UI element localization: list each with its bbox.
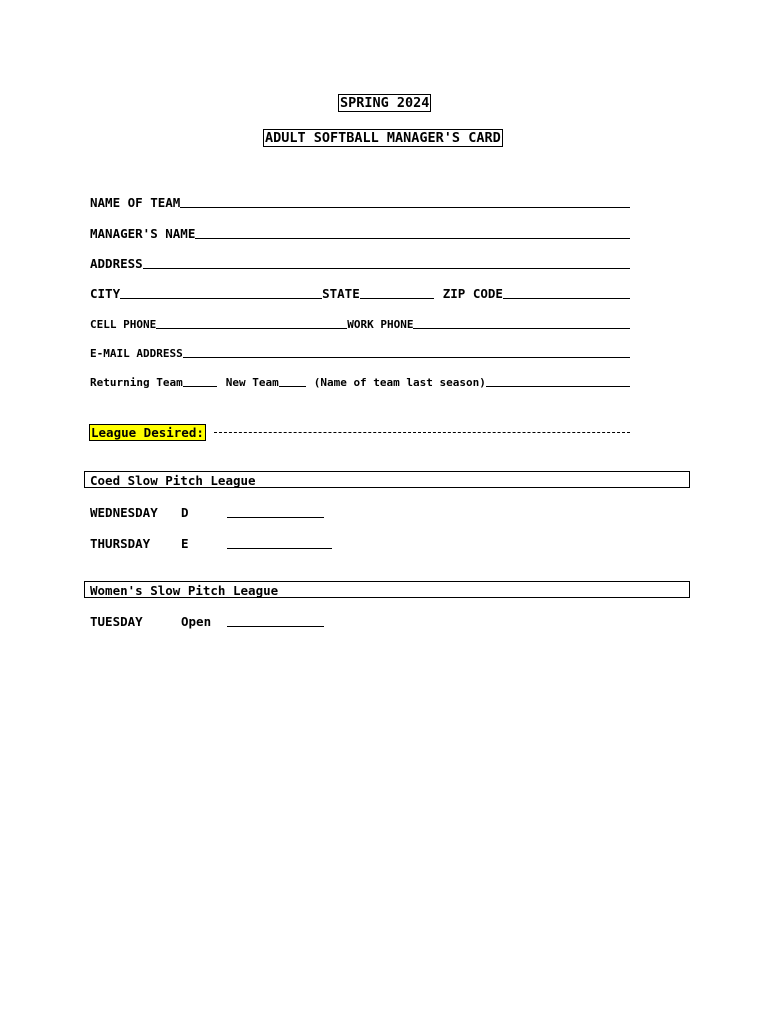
manager-name-row [90,225,630,241]
work-phone-label: WORK PHONE [347,318,414,331]
returning-team-label: Returning Team [90,376,183,389]
address-row [90,255,630,271]
league-desired-label: League Desired: [91,425,204,440]
card-title: ADULT SOFTBALL MANAGER'S CARD [265,130,501,146]
team-name-row [90,194,630,210]
manager-name-field[interactable] [195,238,630,239]
team-name-field[interactable] [180,207,630,208]
team-status-row [90,373,630,389]
city-field[interactable] [120,298,322,299]
womens-division-open: Open [181,614,212,629]
email-label: E-MAIL ADDRESS [90,347,183,360]
state-label: STATE [322,286,360,301]
womens-day-tuesday: TUESDAY [90,614,143,629]
new-team-label: New Team [225,376,279,389]
work-phone-field[interactable] [413,328,630,329]
address-field[interactable] [143,268,630,269]
coed-thursday-entry[interactable] [227,548,332,549]
league-desired-field[interactable] [214,432,630,433]
manager-name-label: MANAGER'S NAME [90,226,196,241]
address-label: ADDRESS [90,256,143,271]
city-state-zip-row [90,285,630,301]
city-label: CITY [90,286,121,301]
coed-division-d: D [181,505,189,520]
email-field[interactable] [183,357,630,358]
season-title: SPRING 2024 [340,95,430,111]
state-field[interactable] [360,298,434,299]
coed-day-wednesday: WEDNESDAY [90,505,158,520]
coed-league-header: Coed Slow Pitch League [84,471,690,488]
zip-label: ZIP CODE [442,286,503,301]
team-name-label: NAME OF TEAM [90,195,181,210]
last-season-label: (Name of team last season) [313,376,486,389]
coed-day-thursday: THURSDAY [90,536,151,551]
womens-tuesday-entry[interactable] [227,626,324,627]
last-season-field[interactable] [486,386,630,387]
womens-league-header: Women's Slow Pitch League [84,581,690,598]
cell-phone-field[interactable] [156,328,347,329]
phone-row [90,315,630,331]
zip-field[interactable] [503,298,630,299]
cell-phone-label: CELL PHONE [90,318,157,331]
email-row [90,344,630,360]
new-team-field[interactable] [279,386,306,387]
coed-division-e: E [181,536,189,551]
returning-team-field[interactable] [183,386,217,387]
coed-wednesday-entry[interactable] [227,517,324,518]
